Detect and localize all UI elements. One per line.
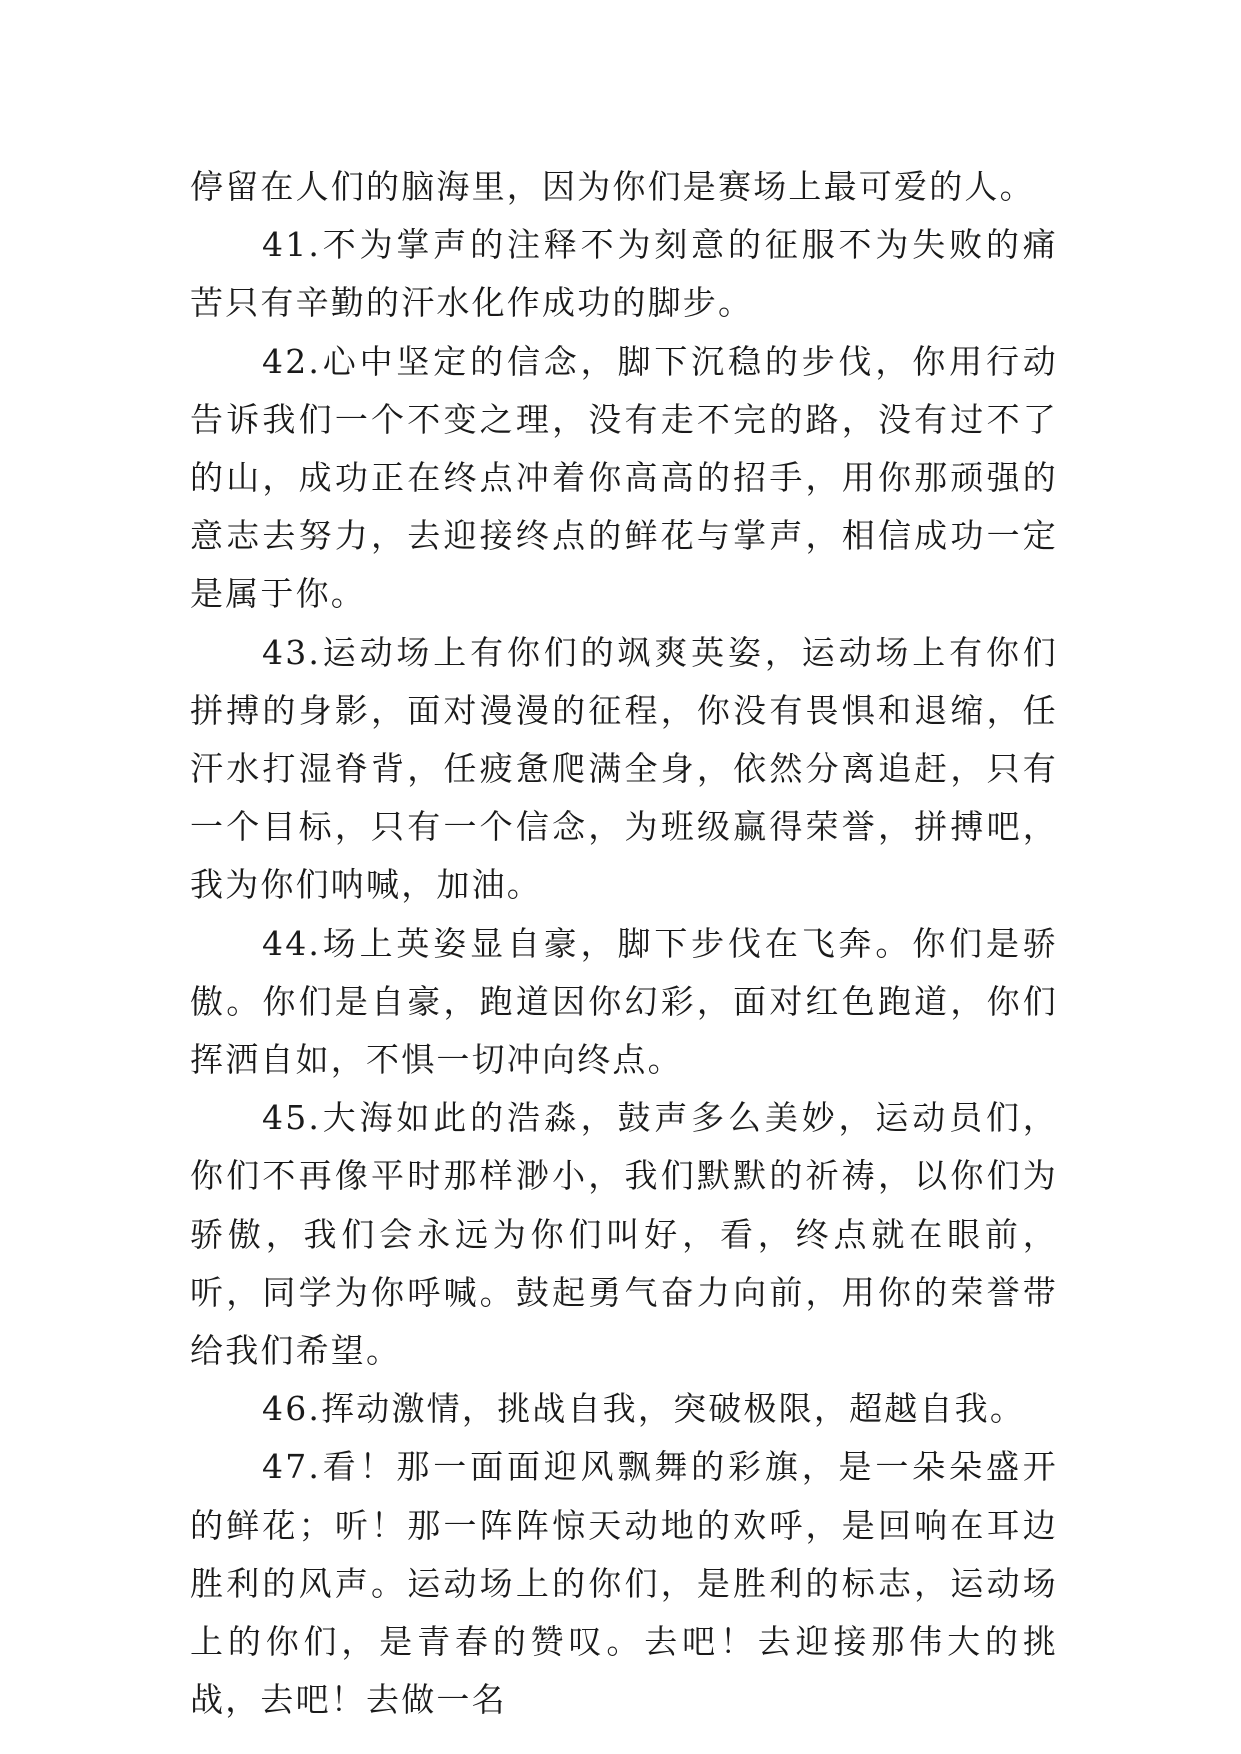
paragraph-46: 46.挥动激情，挑战自我，突破极限，超越自我。 xyxy=(262,1389,1026,1429)
paragraph-45: 45.大海如此的浩淼，鼓声多么美妙，运动员们，你们不再像平时那样渺小，我们默默的祈祷，以你们为骄傲，我们会永远为你们叫好，看，终点就在眼前，听，同学为你呼喊。鼓起勇气奋力向前，用你的荣誉带给我们希望。 xyxy=(190,1098,1058,1371)
paragraph-44: 44.场上英姿显自豪，脚下步伐在飞奔。你们是骄傲。你们是自豪，跑道因你幻彩，面对红色跑道，你们挥洒自如，不惧一切冲向终点。 xyxy=(190,923,1058,1080)
paragraph-41: 41.不为掌声的注释不为刻意的征服不为失败的痛苦只有辛勤的汗水化作成功的脚步。 xyxy=(190,225,1058,323)
paragraph-47: 47.看！那一面面迎风飘舞的彩旗，是一朵朵盛开的鲜花；听！那一阵阵惊天动地的欢呼，是回响在耳边胜利的风声。运动场上的你们，是胜利的标志，运动场上的你们，是青春的赞叹。去吧！去迎接那伟大的挑战，去吧！去做一名 xyxy=(190,1447,1058,1720)
document-body xyxy=(190,158,1058,1729)
paragraph-42: 42.心中坚定的信念，脚下沉稳的步伐，你用行动告诉我们一个不变之理，没有走不完的路，没有过不了的山，成功正在终点冲着你高高的招手，用你那顽强的意志去努力，去迎接终点的鲜花与掌声，相信成功一定是属于你。 xyxy=(190,341,1058,614)
paragraph-40-continuation: 停留在人们的脑海里，因为你们是赛场上最可爱的人。 xyxy=(190,167,1035,206)
paragraph-43: 43.运动场上有你们的飒爽英姿，运动场上有你们拼搏的身影，面对漫漫的征程，你没有畏惧和退缩，任汗水打湿脊背，任疲惫爬满全身，依然分离追赶，只有一个目标，只有一个信念，为班级赢得荣誉，拼搏吧，我为你们呐喊，加油。 xyxy=(190,632,1058,905)
